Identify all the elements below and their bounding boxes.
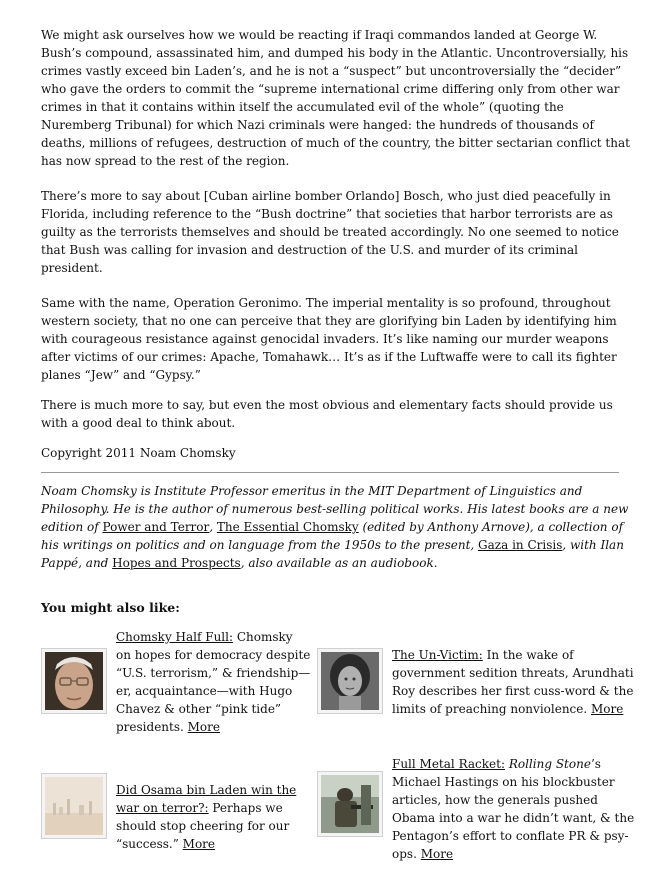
section-divider: [41, 472, 619, 473]
article-paragraph-4: There is much more to say, but even the most obvious and elementary facts should provide us with a good deal to think about.: [41, 398, 613, 430]
related-text: [392, 646, 637, 718]
more-link[interactable]: More: [182, 837, 216, 851]
related-desc: Perhaps we should stop cheering for our “success.”: [116, 801, 290, 851]
bio-link-essential-chomsky[interactable]: The Essential Chomsky: [216, 520, 359, 534]
bio-link-gaza-in-crisis[interactable]: Gaza in Crisis: [478, 538, 563, 552]
related-thumbnail[interactable]: [317, 648, 383, 714]
related-text: [116, 628, 311, 736]
related-item: [41, 628, 311, 738]
related-title-link[interactable]: The Un-Victim:: [392, 648, 483, 662]
skyline-image: [45, 777, 103, 835]
bio-text-2: ,: [209, 520, 217, 534]
more-link[interactable]: More: [187, 720, 220, 734]
article-body: [41, 26, 636, 589]
more-link[interactable]: More: [591, 702, 624, 716]
related-thumbnail[interactable]: [317, 771, 383, 837]
related-title-link[interactable]: Did Osama bin Laden win the war on terror?:: [116, 783, 297, 815]
article-paragraph-3: Same with the name, Operation Geronimo. The imperial mentality is so profound, throughout western society, that no one can perceive that they are glorifying bin Laden by identifying him with courageous resistance against genocidal invaders. It’s like naming our murder weapons after victims of our crimes: Apache, Tomahawk… It’s as if the Luftwaffe were to call its fighter planes “Jew” and “Gypsy.”: [41, 296, 617, 382]
related-item: [317, 755, 637, 865]
bio-text-4: , with Ilan Pappé, and: [41, 538, 624, 570]
related-desc: ’s Michael Hastings on his blockbuster articles, how the generals pushed Obama into a war he didn’t want, & the Pentagon’s effort to conflate PR & psy-ops.: [392, 757, 635, 861]
portrait-image: [45, 652, 103, 710]
related-thumbnail[interactable]: [41, 648, 107, 714]
related-heading: You might also like:: [41, 600, 180, 615]
related-item: [41, 781, 321, 851]
bio-link-hopes-and-prospects[interactable]: Hopes and Prospects: [112, 556, 241, 570]
related-title-link[interactable]: Chomsky Half Full:: [116, 630, 234, 644]
article-paragraph-1: We might ask ourselves how we would be reacting if Iraqi commandos landed at George W. Bush’s compound, assassinated him, and dumped his body in the Atlantic. Uncontroversially, his crimes vastly exceed bin Laden’s, and he is not a “suspect” but uncontroversially the “decider” who gave the orders to commit the “supreme international crime differing only from other war crimes in that it contains within itself the accumulated evil of the whole” (quoting the Nuremberg Tribunal) for which Nazi criminals were hanged: the hundreds of thousands of deaths, millions of refugees, destruction of much of the country, the bitter sectarian conflict that has now spread to the rest of the region.: [41, 28, 630, 168]
related-item: [317, 646, 637, 726]
related-thumbnail[interactable]: [41, 773, 107, 839]
soldier-image: [321, 775, 379, 833]
bio-text-5: , also available as an audiobook.: [240, 556, 438, 570]
related-title-emphasis: Rolling Stone: [508, 757, 591, 771]
copyright-line: Copyright 2011 Noam Chomsky: [41, 446, 236, 460]
bio-text-1: Noam Chomsky is Institute Professor emeritus in the MIT Department of Linguistics and Philosophy. He is the author of numerous best-selling political works. His latest books are a new edition of: [41, 484, 629, 534]
more-link[interactable]: More: [420, 847, 454, 861]
related-text: [116, 781, 321, 853]
related-text: [392, 755, 637, 863]
bio-link-power-and-terror[interactable]: Power and Terror: [102, 520, 210, 534]
related-title-link[interactable]: Full Metal Racket:: [392, 757, 505, 771]
author-bio: [41, 482, 636, 572]
article-paragraph-2: There’s more to say about [Cuban airline bomber Orlando] Bosch, who just died peacefully in Florida, including reference to the “Bush doctrine” that societies that harbor terrorists are as guilty as the terrorists themselves and should be treated accordingly. No one seemed to notice that Bush was calling for invasion and destruction of the U.S. and murder of its criminal president.: [41, 189, 619, 275]
related-desc: Chomsky on hopes for democracy despite “U.S. terrorism,” & friendship—er, acquaintance—with Hugo Chavez & other “pink tide” presidents.: [116, 630, 311, 734]
related-desc: In the wake of government sedition threats, Arundhati Roy describes her first cuss-word & the limits of preaching nonviolence.: [392, 648, 634, 716]
bio-text-3: (edited by Anthony Arnove), a collection of his writings on politics and on language from the 1950s to the present,: [41, 520, 624, 552]
portrait-image: [321, 652, 379, 710]
